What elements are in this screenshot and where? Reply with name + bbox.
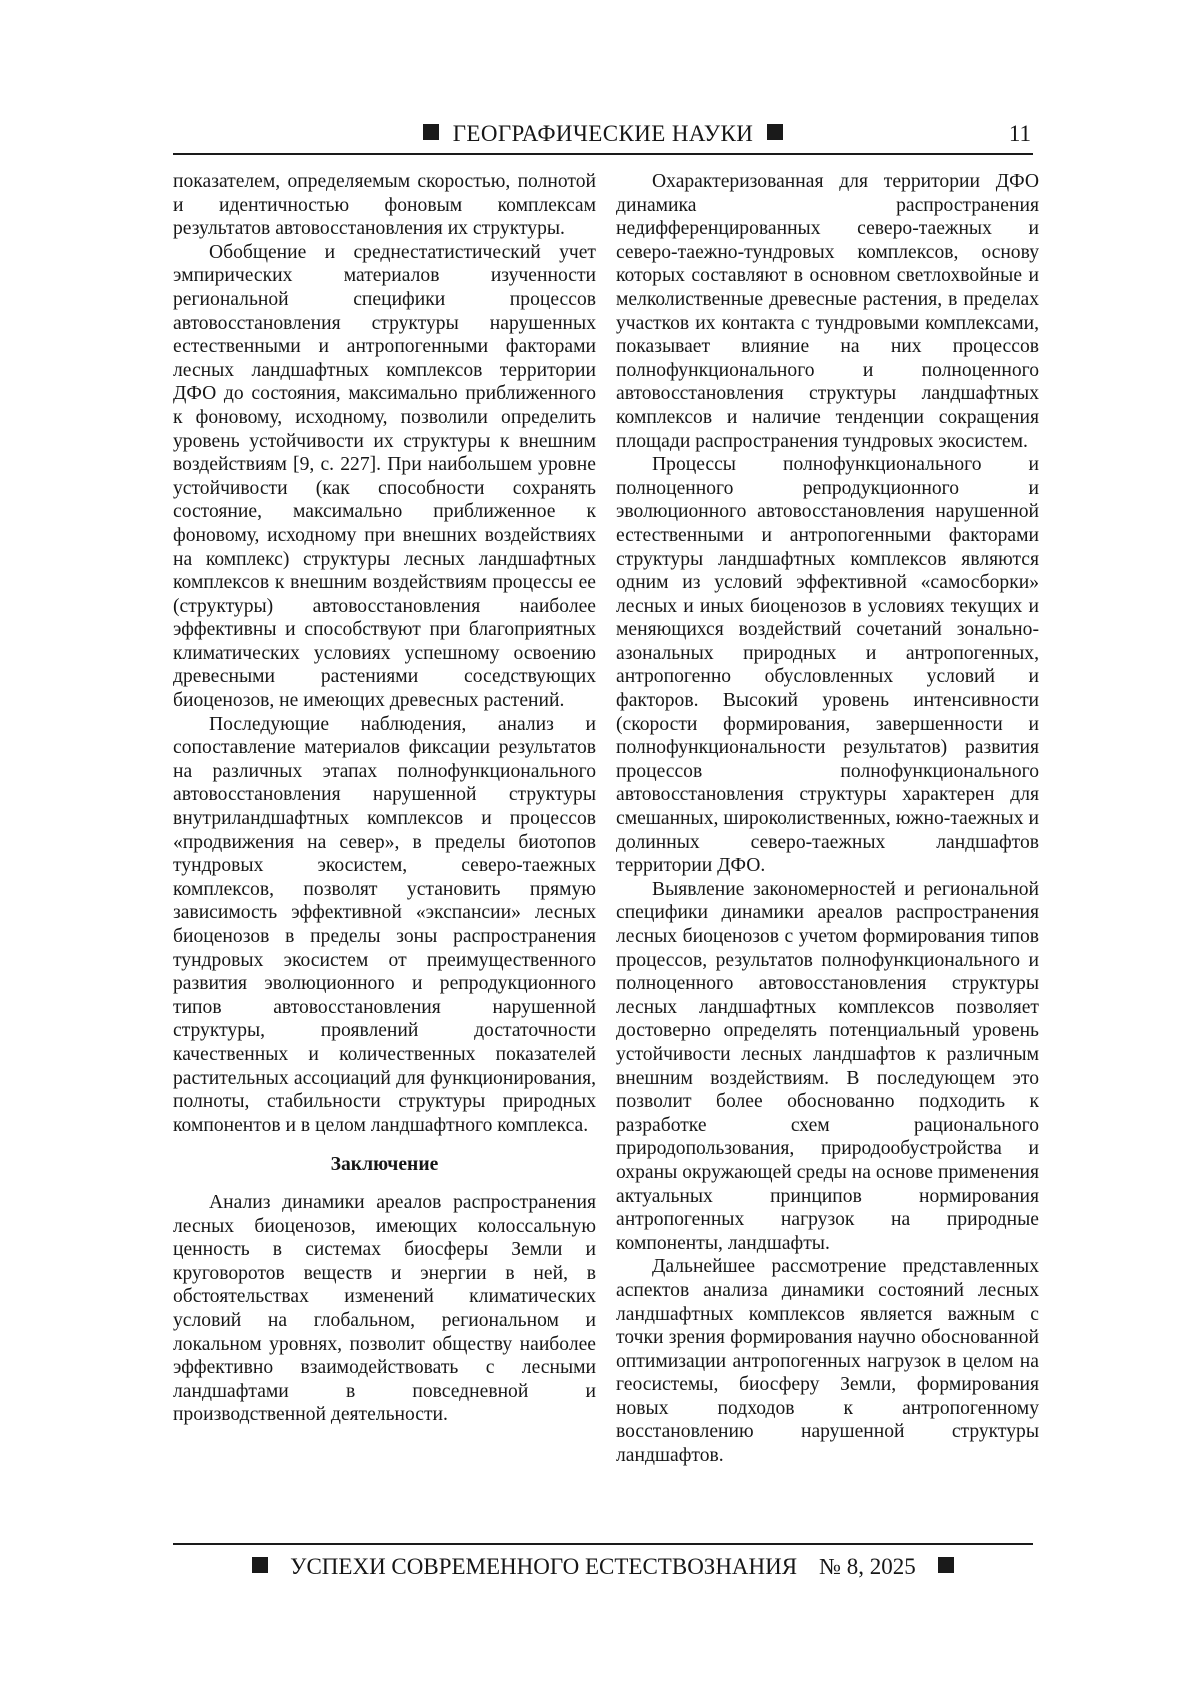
paragraph: Процессы полнофункционального и полноценного репродукционного и эволюционного автовосстановления нарушенной естественными и антропогенными факторами структуры ландшафтных комплексов являются одним из условий эффективной «самосборки» лесных и иных биоценозов в условиях текущих и меняющихся воздействий сочетаний зонально-азональных природных и антропогенных, антропогенно обусловленных условий и факторов. Высокий уровень интенсивности (скорости формирования, завершенности и полнофункциональности результатов) развития процессов полнофункционального автовосстановления структуры характерен для смешанных, широколиственных, южно-таежных и долинных северо-таежных ландшафтов территории ДФО. <box>616 454 1039 877</box>
issue-number: № 8, 2025 <box>819 1554 916 1579</box>
paragraph: Охарактеризованная для территории ДФО динамика распространения недифференцированных северо-таежных и северо-таежно-тундровых комплексов, основу которых составляют в основном светлохвойные и мелколиственные древесные растения, в пределах участков их контакта с тундровыми комплексами, показывает влияние на них процессов полнофункционального и полноценного автовосстановления структуры ландшафтных комплексов и наличие тенденции сокращения площади распространения тундровых экосистем. <box>616 171 1039 452</box>
running-footer <box>173 1543 1033 1582</box>
running-header <box>173 119 1033 155</box>
header-section <box>173 119 1033 149</box>
right-column <box>616 170 1039 1468</box>
journal-title: УСПЕХИ СОВРЕМЕННОГО ЕСТЕСТВОЗНАНИЯ <box>290 1554 798 1579</box>
paragraph: Обобщение и среднестатистический учет эмпирических материалов изученности региональной специфики процессов автовосстановления структуры нарушенных естественными и антропогенными факторами лесных ландшафтных комплексов территории ДФО до состояния, максимально приближенного к фоновому, исходному, позволили определить уровень устойчивости их структуры к внешним воздействиям [9, с. 227]. При наибольшем уровне устойчивости (как способности сохранять состояние, максимально приближенное к фоновому, исходному при внешних воздействиях на комплекс) структуры лесных ландшафтных комплексов к внешним воздействиям процессы ее (структуры) автовосстановления наиболее эффективны и способствуют при благоприятных климатических условиях успешному освоению древесными растениями соседствующих биоценозов, не имеющих древесных растений. <box>173 241 596 712</box>
paragraph: Последующие наблюдения, анализ и сопоставление материалов фиксации результатов на различных этапах полнофункционального автовосстановления нарушенной структуры внутриландшафтных комплексов и процессов «продвижения на север», в пределы биотопов тундровых экосистем, северо-таежных комплексов, позволят установить прямую зависимость эффективной «экспансии» лесных биоценозов в пределы зоны распространения тундровых экосистем от преимущественного развития эволюционного и репродукционного типов автовосстановления нарушенной структуры, проявлений достаточности качественных и количественных показателей растительных ассоциаций для функционирования, полноты, стабильности структуры природных компонентов и в целом ландшафтного комплекса. <box>173 713 596 1136</box>
page-number: 11 <box>1008 121 1031 146</box>
paragraph: показателем, определяемым скоростью, полнотой и идентичностью фоновым комплексам результатов автовосстановления их структуры. <box>173 171 596 240</box>
square-bullet-icon <box>938 1557 954 1573</box>
square-bullet-icon <box>767 124 783 140</box>
left-column <box>173 170 596 1427</box>
conclusion-paragraph: Анализ динамики ареалов распространения лесных биоценозов, имеющих колоссальную ценность в системах биосферы Земли и круговоротов веществ и энергии в ней, в обстоятельствах изменений климатических условий на глобальном, региональном и локальном уровнях, позволит обществу наиболее эффективно взаимодействовать с лесными ландшафтами в повседневной и производственной деятельности. <box>173 1191 596 1426</box>
paragraph: Дальнейшее рассмотрение представленных аспектов анализа динамики состояний лесных ландшафтных комплексов является важным с точки зрения формирования научно обоснованной оптимизации антропогенных нагрузок в целом на геосистемы, биосферу Земли, формирования новых подходов к антропогенному восстановлению нарушенной структуры ландшафтов. <box>616 1256 1039 1467</box>
conclusion-heading: Заключение <box>330 1154 439 1176</box>
section-title: ГЕОГРАФИЧЕСКИЕ НАУКИ <box>452 121 754 146</box>
square-bullet-icon <box>423 124 439 140</box>
paragraph: Выявление закономерностей и региональной специфики динамики ареалов распространения лесных биоценозов с учетом формирования типов процессов, результатов полнофункционального и полноценного автовосстановления структуры лесных ландшафтных комплексов позволяет достоверно определять потенциальный уровень устойчивости лесных ландшафтов к различным внешним воздействиям. В последующем это позволит более обоснованно подходить к разработке схем рационального природопользования, природообустройства и охраны окружающей среды на основе применения актуальных принципов нормирования антропогенных нагрузок на природные компоненты, ландшафты. <box>616 878 1039 1254</box>
square-bullet-icon <box>252 1557 268 1573</box>
